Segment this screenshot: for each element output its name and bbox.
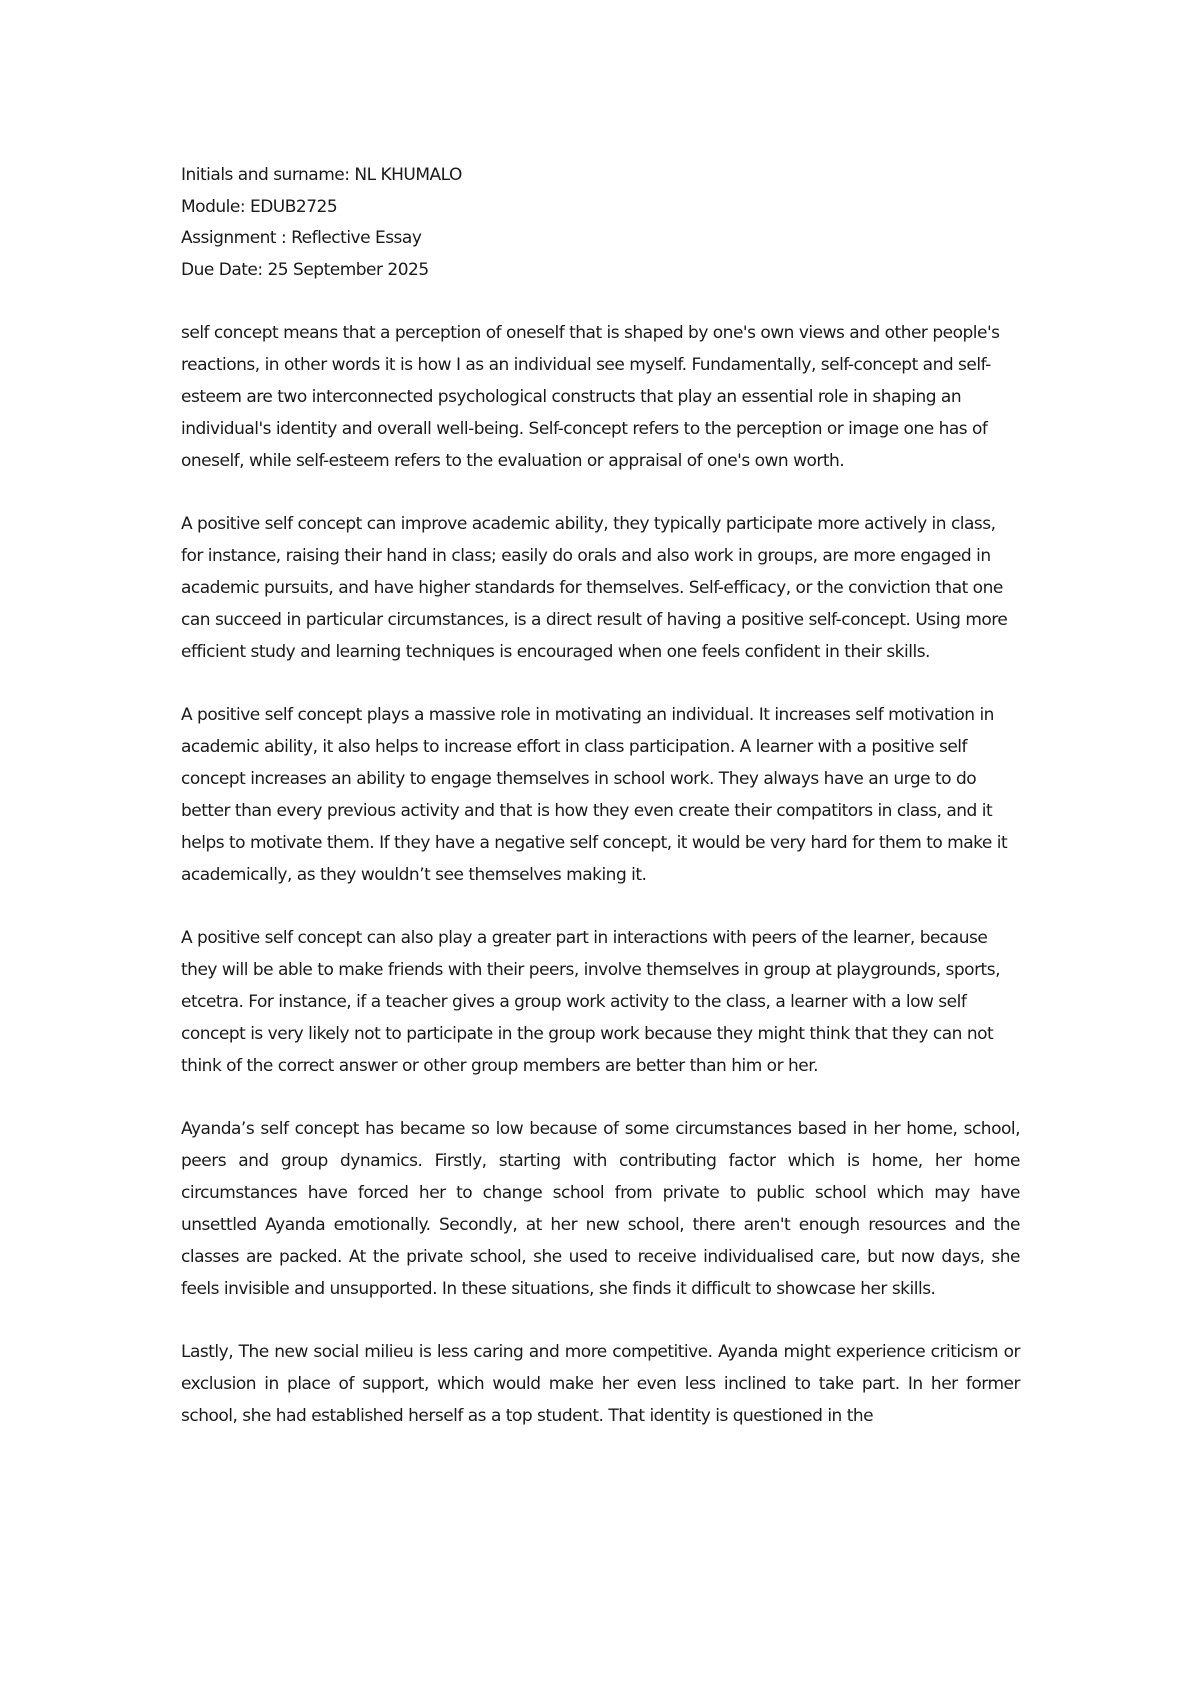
paragraph-self-concept-definition: self concept means that a perception of oneself that is shaped by one's own views and other people's reactions, in other words it is how I as an individual see myself. Fundamentally, self-concept and self-esteem are two interconnected psychological constructs that play an essential role in shaping an individual's identity and overall well-being. Self-concept refers to the perception or image one has of oneself, while self-esteem refers to the evaluation or appraisal of one's own worth. [181, 323, 1000, 471]
paragraph-ayanda-circumstances: Ayanda’s self concept has became so low because of some circumstances based in her home, school, peers and group dynamics. Firstly, starting with contributing factor which is home, her home circumstances have forced her to change school from private to public school which may have unsettled Ayanda emotionally. Secondly, at her new school, there aren't enough resources and the classes are packed. At the private school, she used to receive individualised care, but now days, she feels invisible and unsupported. In these situations, she finds it difficult to showcase her skills. [181, 1119, 1020, 1299]
assignment-line: Assignment : Reflective Essay [181, 228, 422, 248]
document-body [181, 160, 1020, 1463]
due-date-line: Due Date: 25 September 2025 [181, 259, 429, 280]
paragraph-academic-ability: A positive self concept can improve academic ability, they typically participate more actively in class, for instance, raising their hand in class; easily do orals and also work in groups, are more engaged in academic pursuits, and have higher standards for themselves. Self-efficacy, or the conviction that one can succeed in particular circumstances, is a direct result of having a positive self-concept. Using more efficient study and learning techniques is encouraged when one feels confident in their skills. [181, 514, 1008, 662]
paragraph-social-milieu: Lastly, The new social milieu is less caring and more competitive. Ayanda might experience criticism or exclusion in place of support, which would make her even less inclined to take part. In her former school, she had established herself as a top student. That identity is questioned in the [181, 1342, 1020, 1426]
module-line: Module: EDUB2725 [181, 196, 338, 217]
paragraph-peer-interactions: A positive self concept can also play a greater part in interactions with peers of the learner, because they will be able to make friends with their peers, involve themselves in group at playgrounds, sports, etcetra. For instance, if a teacher gives a group work activity to the class, a learner with a low self concept is very likely not to participate in the group work because they might think that they can not think of the correct answer or other group members are better than him or her. [181, 928, 1000, 1076]
paragraph-motivation: A positive self concept plays a massive role in motivating an individual. It increases self motivation in academic ability, it also helps to increase effort in class participation. A learner with a positive self concept increases an ability to engage themselves in school work. They always have an urge to do better than every previous activity and that is how they even create their compatitors in class, and it helps to motivate them. If they have a negative self concept, it would be very hard for them to make it academically, as they wouldn’t see themselves making it. [181, 705, 1008, 885]
name-line: Initials and surname: NL KHUMALO [181, 165, 462, 185]
student-details [181, 160, 1020, 286]
